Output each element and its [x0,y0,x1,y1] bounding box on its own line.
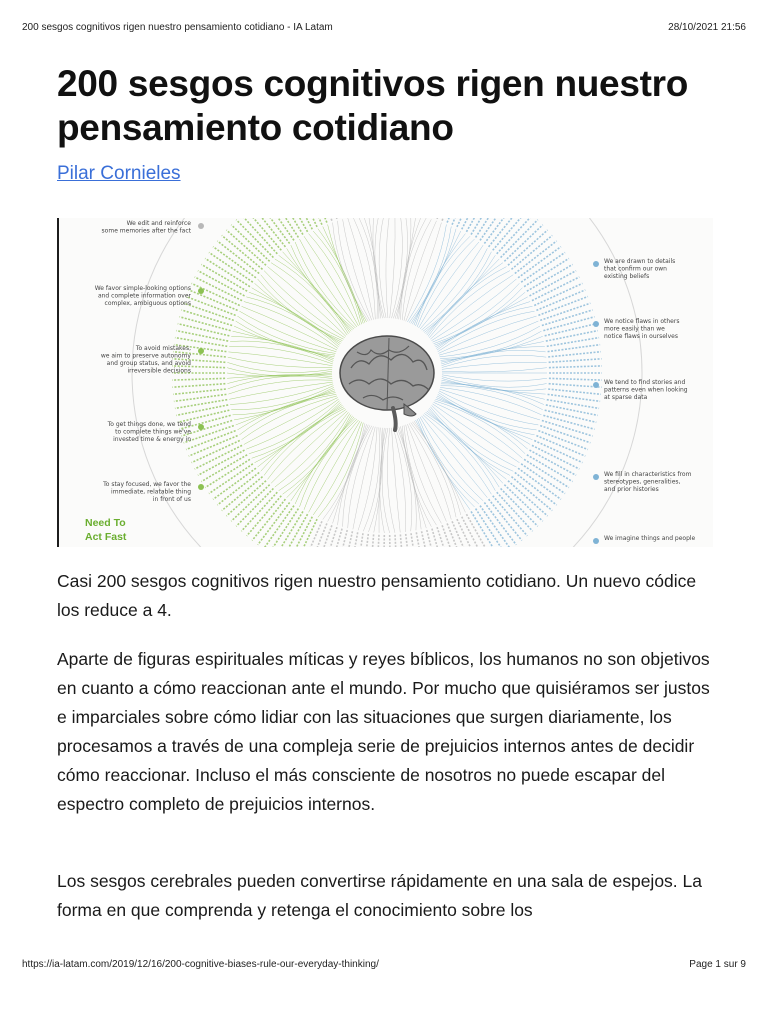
print-footer [22,959,746,970]
figure-note: We tend to find stories and patterns even when looking at sparse data [604,379,688,401]
brain-illustration [340,336,434,430]
figure-note-dot [198,424,204,430]
print-header [22,22,746,33]
figure-note-dot [593,261,599,267]
figure-note: To avoid mistakes, we aim to preserve autonomy and group status, and avoid irreversible decisions [100,345,191,375]
article-paragraph-3: Los sesgos cerebrales pueden convertirse rápidamente en una sala de espejos. La forma en que comprenda y retenga el conocimiento sobre los [57,871,702,920]
figure-note-dot [198,288,204,294]
figure-note-dot [198,348,204,354]
print-url: https://ia-latam.com/2019/12/16/200-cognitive-biases-rule-our-everyday-thinking/ [22,959,379,970]
figure-section-label: Need To Act Fast [85,517,127,543]
figure-note-dot [198,223,204,229]
figure-note: We imagine things and people [604,535,696,542]
article-paragraph-1: Casi 200 sesgos cognitivos rigen nuestro pensamiento cotidiano. Un nuevo códice los reduce a 4. [57,571,697,620]
figure-note: We fill in characteristics from stereotypes, generalities, and prior histories [604,471,692,493]
article-paragraph-2: Aparte de figuras espirituales míticas y reyes bíblicos, los humanos no son objetivos en cuanto a cómo reaccionan ante el mundo. Por mucho que quisiéramos ser justos e imparciales sobre cómo lidiar con las situaciones que surgen diariamente, los procesamos a través de una compleja serie de prejuicios internos antes de decidir cómo reaccionar. Incluso el más consciente de nosotros no puede escapar del espectro completo de prejuicios internos. [57,649,710,814]
article-title: 200 sesgos cognitivos rigen nuestro pensamiento cotidiano [57,63,689,148]
bias-codex-figure [59,218,711,547]
figure-note: We edit and reinforce some memories after the fact [101,220,191,235]
figure-note-dot [593,538,599,544]
figure-note: We notice flaws in others more easily than we notice flaws in ourselves [604,318,680,340]
author-link[interactable]: Pilar Cornieles [57,163,181,184]
figure-note: To get things done, we tend to complete things we've invested time & energy in [107,421,191,443]
figure-note-dot [593,321,599,327]
figure-note: We are drawn to details that confirm our own existing beliefs [604,258,676,280]
print-page-title: 200 sesgos cognitivos rigen nuestro pensamiento cotidiano - IA Latam [22,22,333,33]
figure-note-dot [593,474,599,480]
print-datetime: 28/10/2021 21:56 [668,22,746,33]
page-indicator: Page 1 sur 9 [689,959,746,970]
figure-note-dot [198,484,204,490]
figure-note: To stay focused, we favor the immediate, relatable thing in front of us [103,481,191,503]
figure-note-dot [593,382,599,388]
figure-note: We favor simple-looking options and complete information over complex, ambiguous options [94,285,191,307]
hero-figure [57,218,713,547]
